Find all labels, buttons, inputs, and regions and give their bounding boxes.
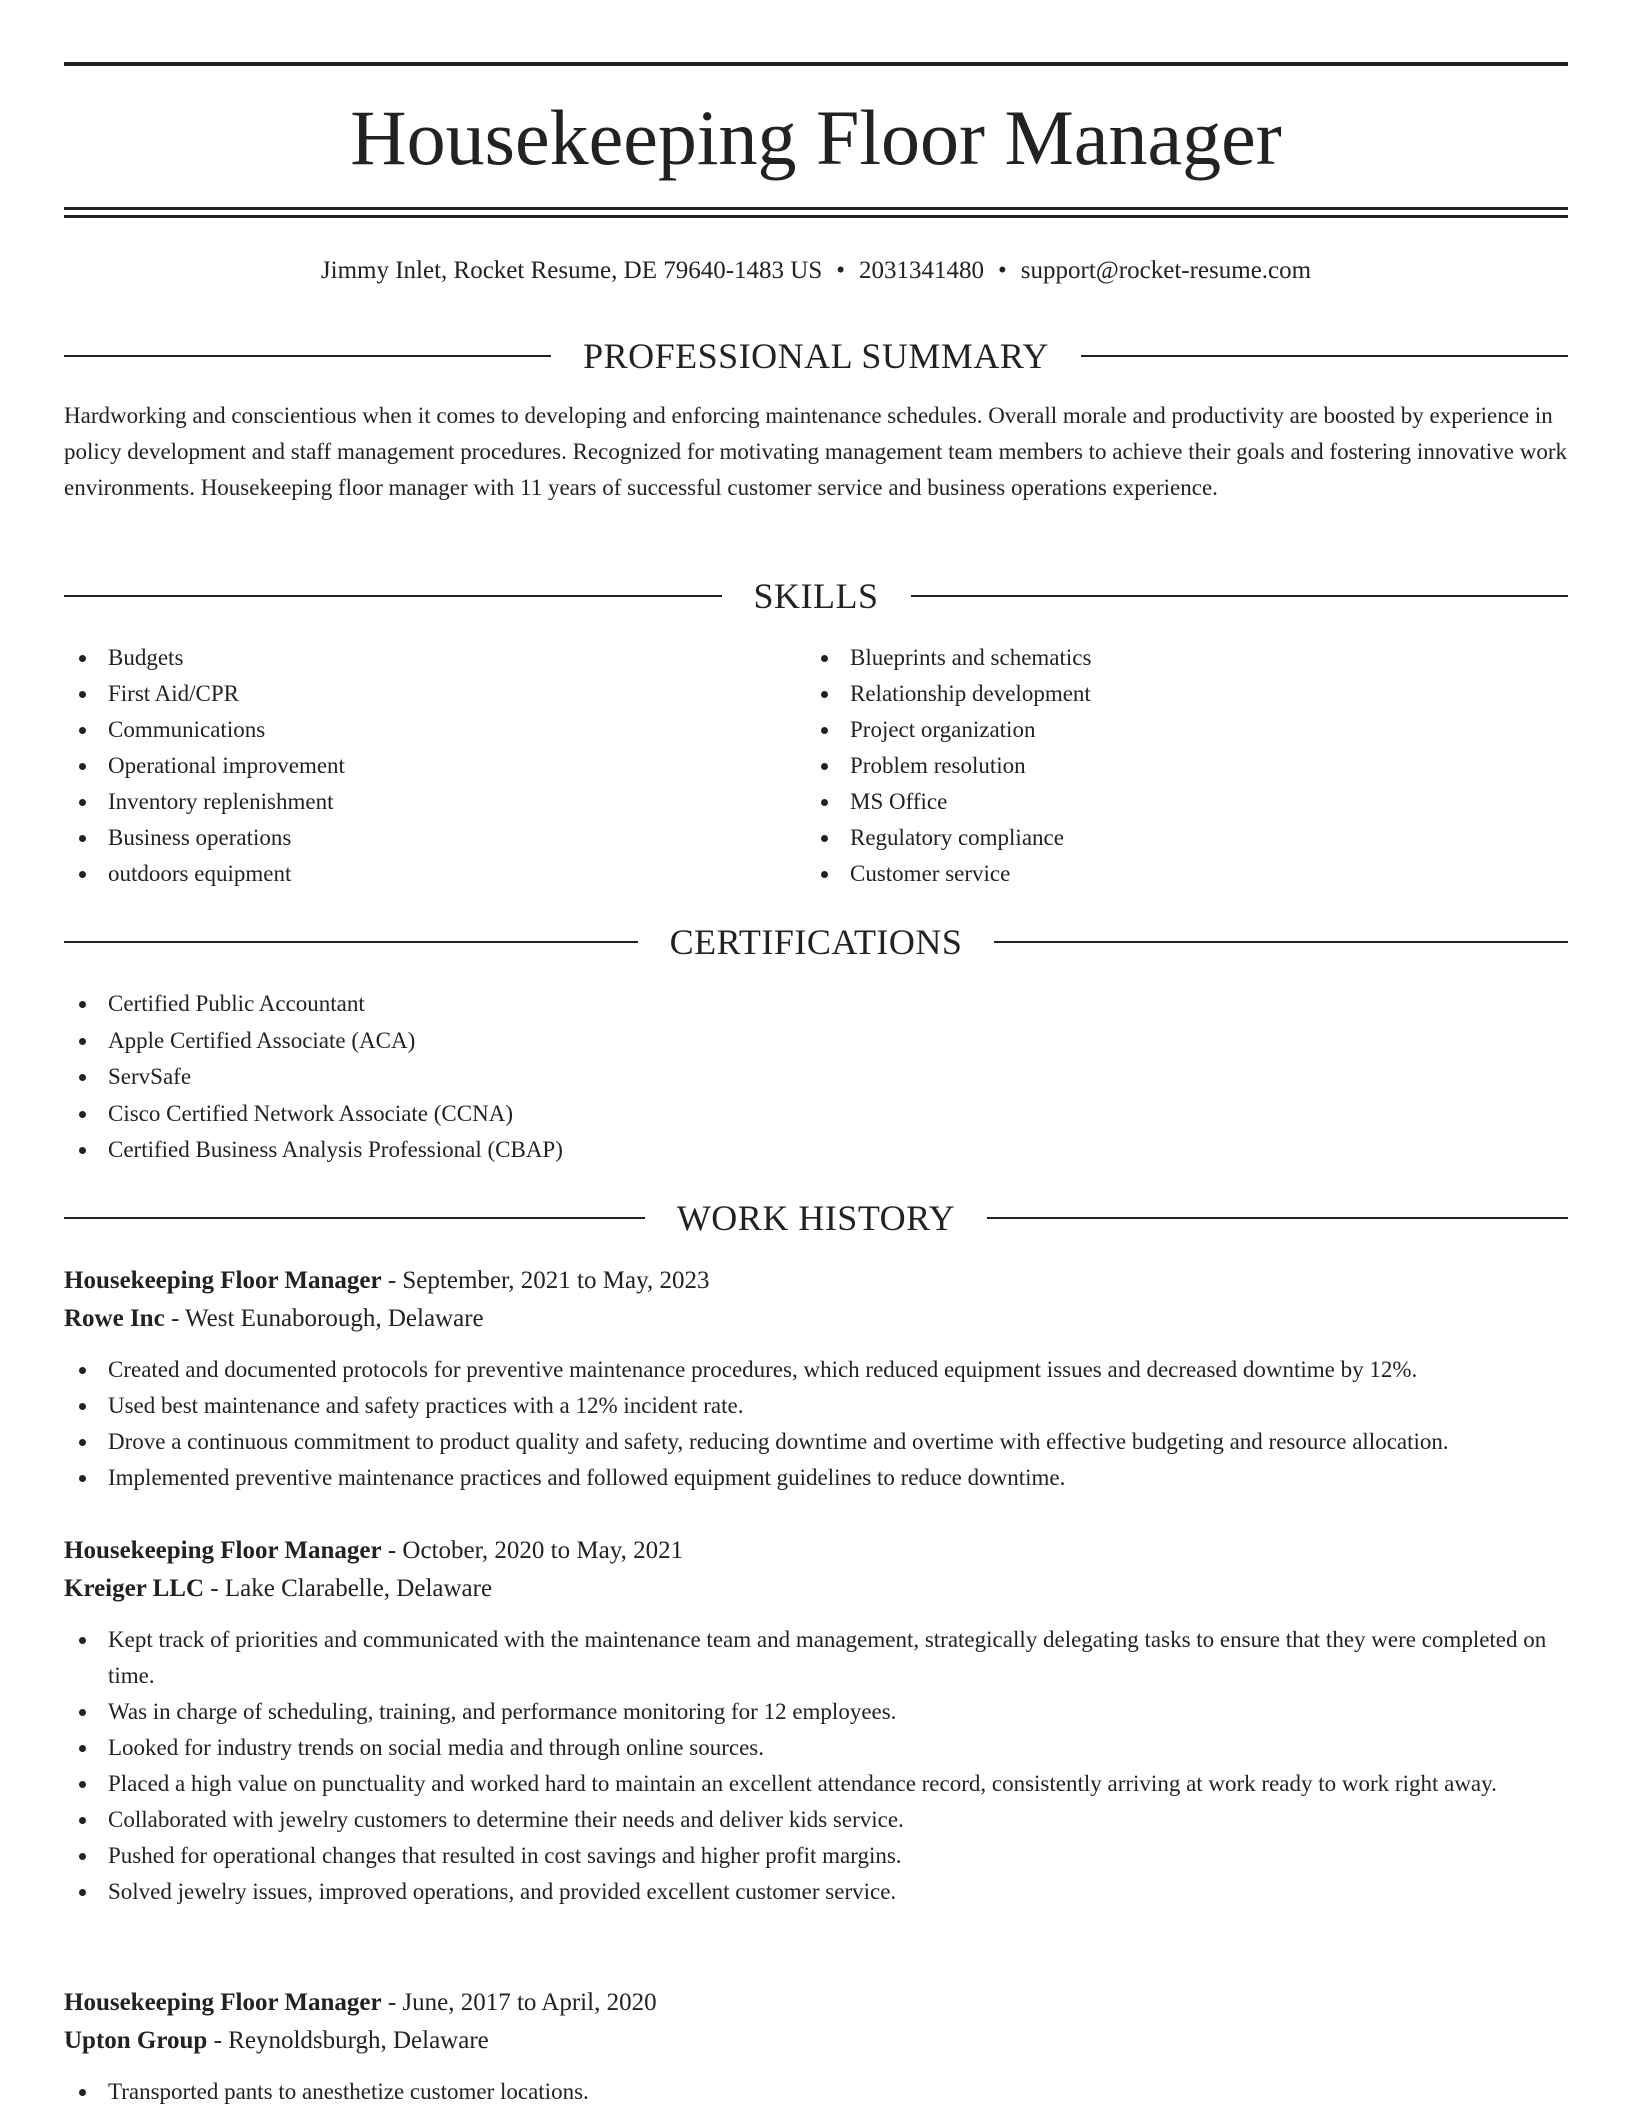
job-title-line — [64, 1984, 1568, 2022]
certification-item: Certified Public Accountant — [64, 986, 1568, 1023]
header-double-rule-top — [64, 207, 1568, 210]
job-bullets — [64, 1352, 1568, 1496]
certification-item: Certified Business Analysis Professional (CBAP) — [64, 1132, 1568, 1169]
skill-item: Customer service — [806, 856, 1546, 892]
skill-item: Regulatory compliance — [806, 820, 1546, 856]
job-bullets — [64, 1622, 1568, 1910]
certification-item: ServSafe — [64, 1059, 1568, 1096]
job-bullet-item: Pushed for operational changes that resulted in cost savings and higher profit margins. — [64, 1838, 1568, 1874]
job-bullet-item: Drove a continuous commitment to product quality and safety, reducing downtime and overtime with effective budgeting and resource allocation. — [64, 1424, 1568, 1460]
job-dates: - October, 2020 to May, 2021 — [381, 1537, 684, 1564]
job-company-line — [64, 2022, 1568, 2060]
job-title-line — [64, 1262, 1568, 1300]
job-bullet-item: Used best maintenance and safety practices with a 12% incident rate. — [64, 1388, 1568, 1424]
contact-phone: 2031341480 — [859, 257, 985, 284]
skill-item: Project organization — [806, 712, 1546, 748]
job-bullet-item: Looked for industry trends on social media and through online sources. — [64, 1730, 1568, 1766]
section-rule — [1081, 355, 1568, 357]
certifications-list — [64, 986, 1568, 1169]
job-bullet-item: Kept track of priorities and communicated with the maintenance team and management, strategically delegating tasks to ensure that they were completed on time. — [64, 1622, 1568, 1694]
contact-line — [64, 254, 1568, 288]
skill-item: Problem resolution — [806, 748, 1546, 784]
skill-item: Communications — [64, 712, 804, 748]
skill-item: Relationship development — [806, 676, 1546, 712]
skill-item: Inventory replenishment — [64, 784, 804, 820]
section-rule — [994, 941, 1568, 943]
job-bullet-item: Created and documented protocols for preventive maintenance procedures, which reduced equipment issues and decreased downtime by 12%. — [64, 1352, 1568, 1388]
skill-item: Blueprints and schematics — [806, 640, 1546, 676]
skill-item: Operational improvement — [64, 748, 804, 784]
job-entry — [64, 1532, 1568, 1910]
job-dates: - June, 2017 to April, 2020 — [381, 1989, 657, 2016]
job-bullet-item: Was in charge of scheduling, training, and performance monitoring for 12 employees. — [64, 1694, 1568, 1730]
section-heading-label: PROFESSIONAL SUMMARY — [583, 336, 1049, 376]
skill-item: outdoors equipment — [64, 856, 804, 892]
job-title: Housekeeping Floor Manager — [64, 1537, 382, 1564]
section-heading-label: SKILLS — [753, 576, 879, 616]
section-rule — [911, 595, 1569, 597]
summary-paragraph: Hardworking and conscientious when it comes to developing and enforcing maintenance schedules. Overall morale and productivity are boosted by experience in policy development and staff management procedures. Recognized for motivating management team members to achieve their goals and fostering innovative work environments. Housekeeping floor manager with 11 years of successful customer service and business operations experience. — [64, 403, 1568, 500]
job-bullet-item: Transported pants to anesthetize customer locations. — [64, 2074, 1568, 2110]
job-company-line — [64, 1300, 1568, 1338]
job-entry — [64, 1984, 1568, 2110]
section-rule — [64, 595, 722, 597]
job-dates: - September, 2021 to May, 2023 — [381, 1267, 710, 1294]
job-bullet-item: Placed a high value on punctuality and worked hard to maintain an excellent attendance record, consistently arriving at work ready to work right away. — [64, 1766, 1568, 1802]
job-bullets — [64, 2074, 1568, 2110]
page-title: Housekeeping Floor Manager — [350, 94, 1282, 181]
certification-item: Cisco Certified Network Associate (CCNA) — [64, 1096, 1568, 1133]
job-company: Rowe Inc — [64, 1305, 165, 1332]
section-heading-summary — [64, 334, 1568, 378]
skill-item: MS Office — [806, 784, 1546, 820]
section-rule — [64, 1217, 645, 1219]
contact-separator: • — [836, 257, 846, 284]
skill-item: First Aid/CPR — [64, 676, 804, 712]
section-rule — [64, 941, 638, 943]
contact-separator: • — [998, 257, 1007, 284]
job-bullet-item: Collaborated with jewelry customers to determine their needs and deliver kids service. — [64, 1802, 1568, 1838]
job-bullet-item: Solved jewelry issues, improved operations, and provided excellent customer service. — [64, 1874, 1568, 1910]
job-title-line — [64, 1532, 1568, 1570]
job-title: Housekeeping Floor Manager — [64, 1267, 382, 1294]
contact-email: support@rocket-resume.com — [1020, 257, 1312, 284]
job-location: - Reynoldsburgh, Delaware — [207, 2027, 489, 2054]
header-double-rule-bottom — [64, 215, 1568, 218]
skills-list-left — [64, 640, 804, 892]
job-entry — [64, 1262, 1568, 1496]
section-heading-label: WORK HISTORY — [676, 1198, 956, 1238]
certification-item: Apple Certified Associate (ACA) — [64, 1023, 1568, 1060]
job-location: - Lake Clarabelle, Delaware — [204, 1575, 493, 1602]
section-heading-skills — [64, 574, 1568, 618]
job-company: Upton Group — [64, 2027, 208, 2054]
job-location: - West Eunaborough, Delaware — [164, 1305, 484, 1332]
skills-list-right — [806, 640, 1546, 892]
skill-item: Business operations — [64, 820, 804, 856]
section-heading-work-history — [64, 1196, 1568, 1240]
header-top-rule — [64, 62, 1568, 66]
job-company-line — [64, 1570, 1568, 1608]
skill-item: Budgets — [64, 640, 804, 676]
section-heading-certifications — [64, 920, 1568, 964]
section-heading-label: CERTIFICATIONS — [669, 922, 963, 962]
contact-address: Jimmy Inlet, Rocket Resume, DE 79640-1483 US — [320, 257, 823, 284]
job-title: Housekeeping Floor Manager — [64, 1989, 382, 2016]
job-company: Kreiger LLC — [64, 1575, 205, 1602]
section-rule — [64, 355, 551, 357]
job-bullet-item: Implemented preventive maintenance practices and followed equipment guidelines to reduce downtime. — [64, 1460, 1568, 1496]
section-rule — [987, 1217, 1568, 1219]
